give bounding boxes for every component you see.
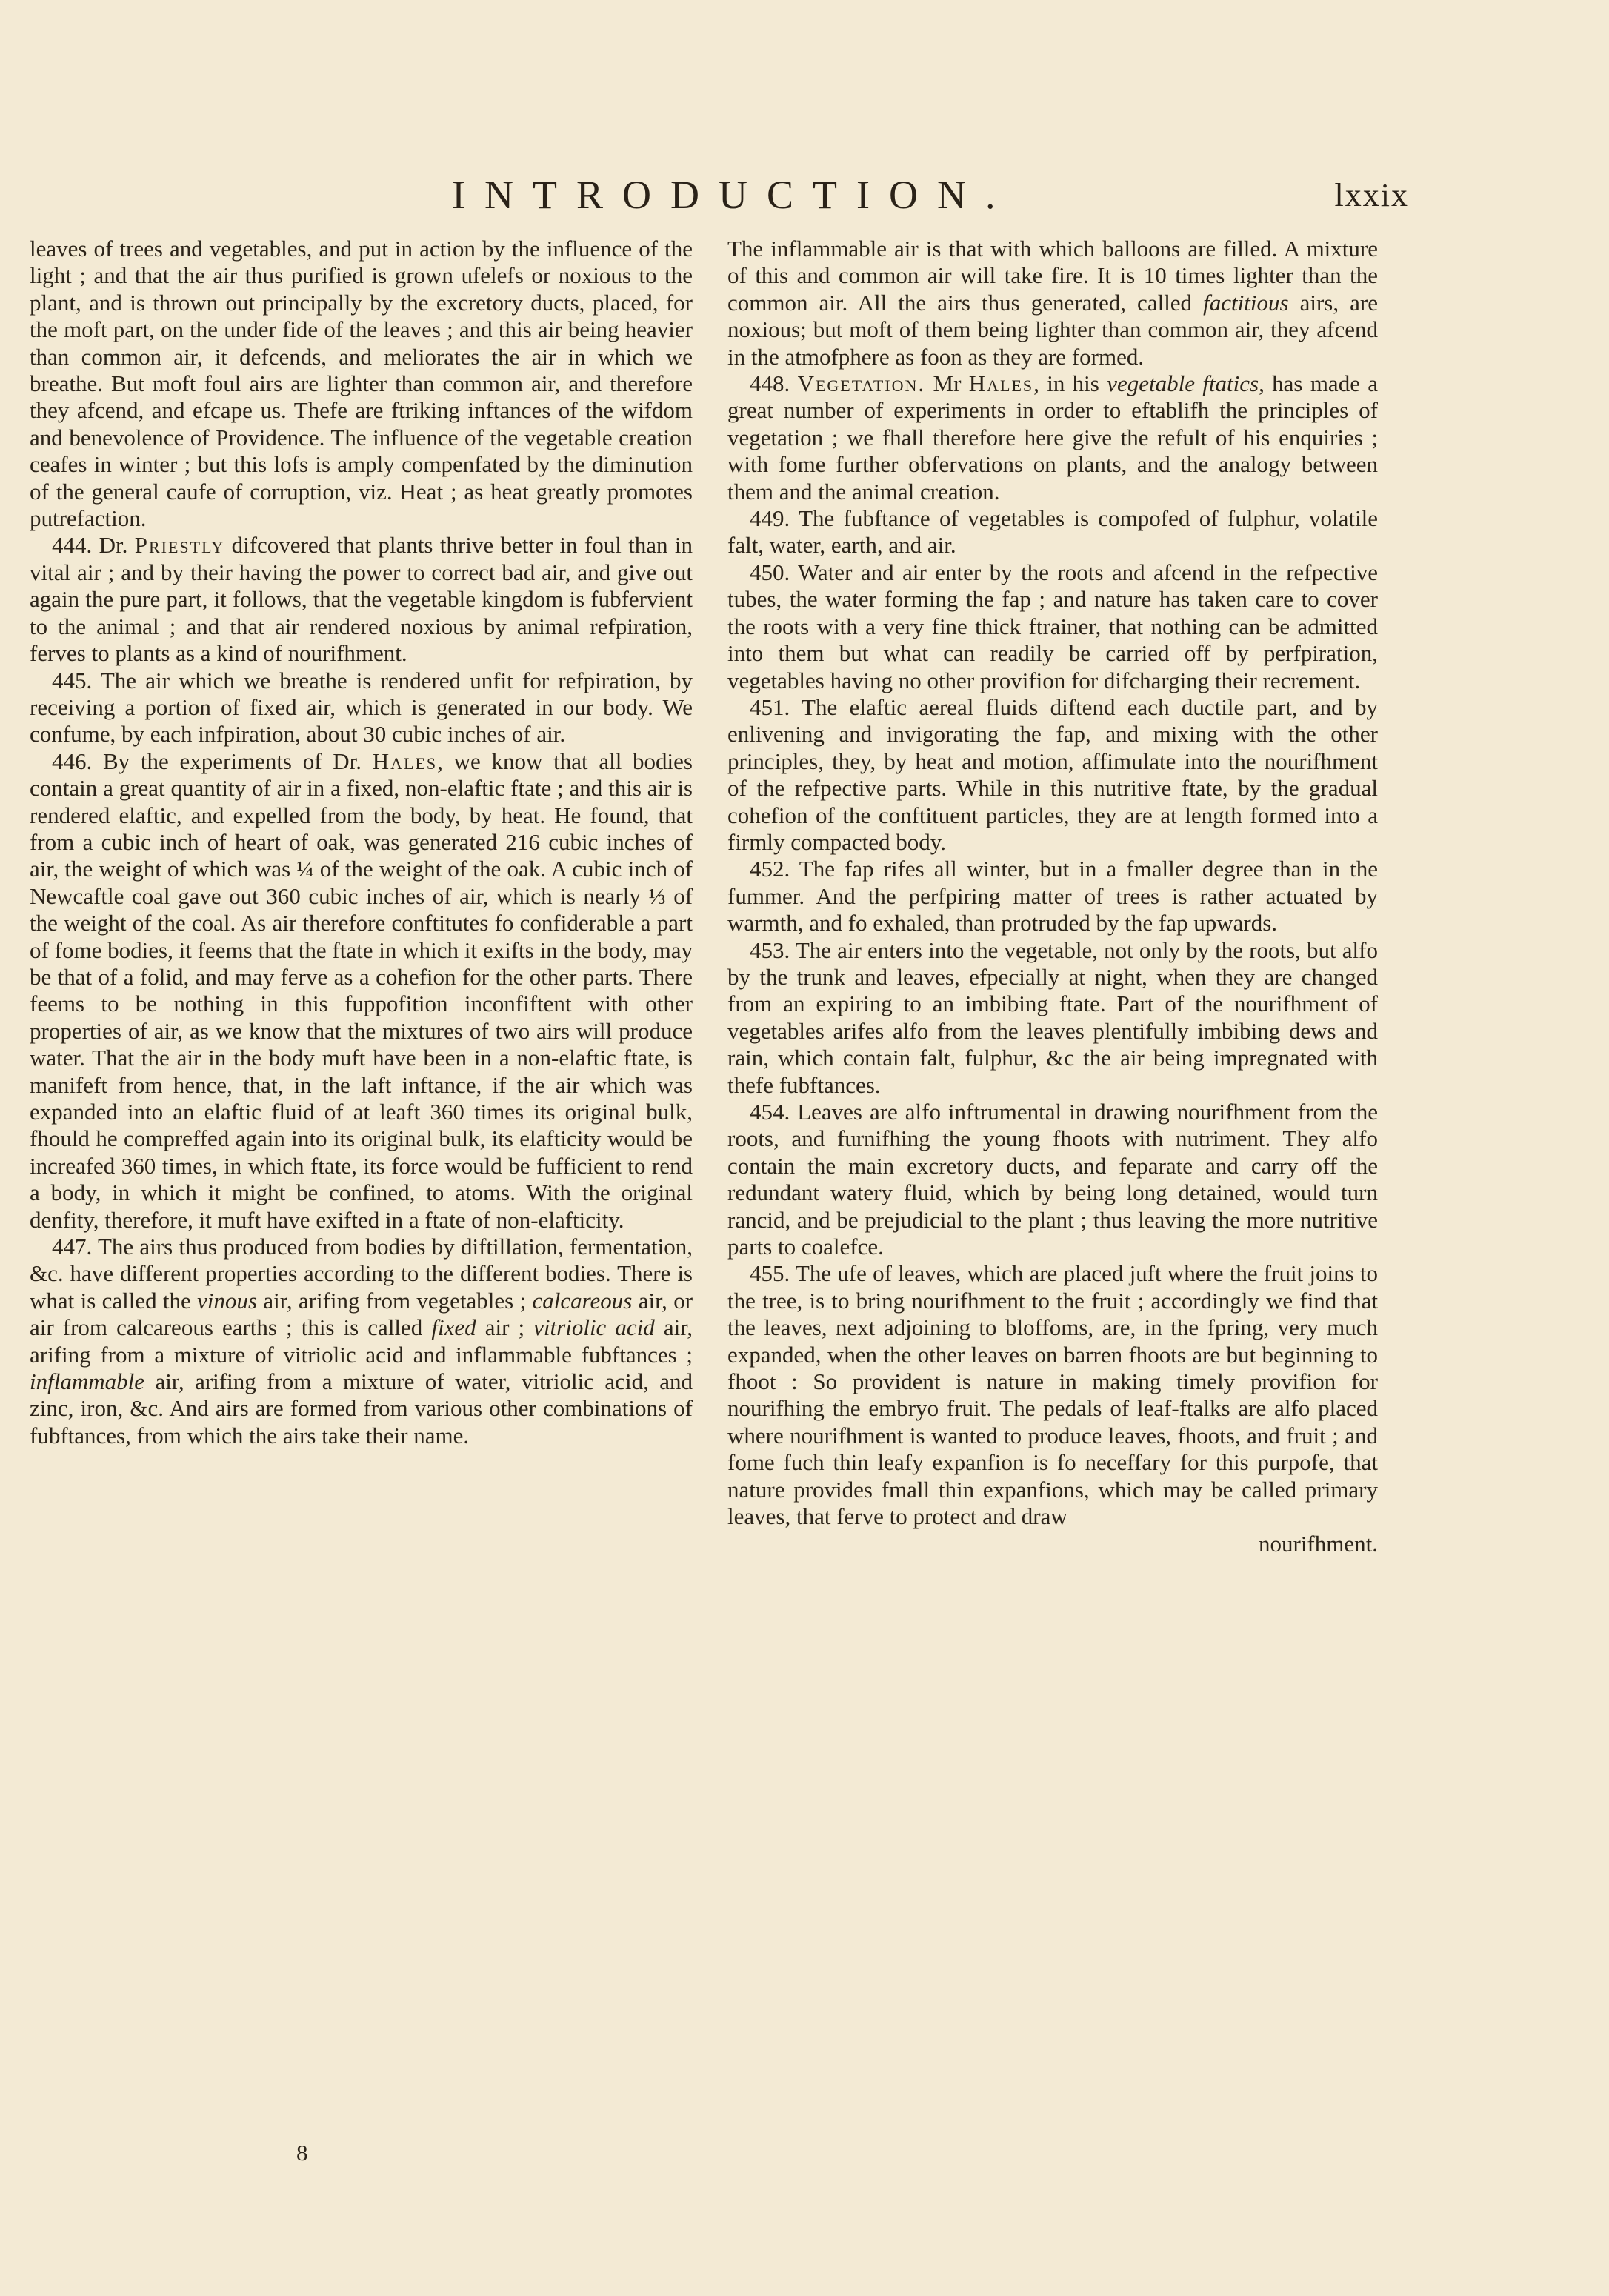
paragraph-444: 444. Dr. Priestly difcovered that plants thrive better in foul than in vital air ; and by their having the power to correct bad air, and give out again the pure part, it follows, that the vegetable kingdom is fubfervient to the animal ; and that air rendered noxious by animal refpiration, ferves to plants as a kind of nourifhment. [30,532,693,667]
paragraph-number: 455. [750,1260,790,1287]
paragraph-448: 448. Vegetation. Mr Hales, in his vegetable ftatics, has made a great number of experiments in order to eftablifh the principles of vegetation ; we fhall therefore here give the refult of his enquiries ; with fome further obfervations on plants, and the analogy between them and the animal creation. [727,370,1379,505]
paragraph-number: 448. [750,370,790,397]
paragraph-445: 445. The air which we breathe is rendered unfit for refpiration, by receiving a portion of fixed air, which is generated in our body. We confume, by each infpiration, about 30 cubic inches of air. [30,667,693,748]
paragraph-number: 445. [52,667,93,693]
paragraph-number: 450. [750,559,790,585]
signature-mark: 8 [296,2140,308,2166]
paragraph-447: 447. The airs thus produced from bodies by diftillation, fermentation, &c. have different properties according to the different bodies. There is what is called the vinous air, arifing from vegetables ; calcareous air, or air from calcareous earths ; this is called fixed air ; vitriolic acid air, arifing from a mixture of vitriolic acid and inflammable fubftances ; inflammable air, arifing from a mixture of water, vitriolic acid, and zinc, iron, &c. And airs are formed from various other combinations of fubftances, from which the airs take their name. [30,1234,693,1448]
catchword: nourifhment. [1259,1530,1378,1557]
paragraph-449: 449. The fubftance of vegetables is compofed of fulphur, volatile falt, water, earth, and air. [727,505,1378,559]
paragraph-number: 453. [750,936,790,963]
fraction: ¼ [296,856,314,882]
paragraph-number: 444. [52,532,93,559]
paragraph-continued: leaves of trees and vegetables, and put in action by the influence of the light ; and that the air thus purified is grown ufelefs or noxious to the plant, and is thrown out principally by the excretory ducts, placed, for the moft part, on the under fide of the leaves ; and this air being heavier than common air, it defcends, and meliorates the air in which we breathe. But moft foul airs are lighter than common air, and therefore they afcend, and efcape us. Thefe are ftriking inftances of the wifdom and benevolence of Providence. The influence of the vegetable creation ceafes in winter ; but this lofs is amply compenfated by the diminution of the general caufe of corruption, viz. Heat ; as heat greatly promotes putrefaction. [30,236,693,532]
paragraph-number: 451. [750,693,790,720]
page-header [0,172,1609,224]
paragraph-446: 446. By the experiments of Dr. Hales, we know that all bodies contain a great quantity of air in a fixed, non-elaftic ftate ; and this air is rendered elaftic, and expelled from the body, by heat. He found, that from a cubic inch of heart of oak, was generated 216 cubic inches of air, the weight of which was ¼ of the weight of the oak. A cubic inch of Newcaftle coal gave out 360 cubic inches of air, which is nearly ⅓ of the weight of the coal. As air therefore conftitutes fo confiderable a part of fome bodies, it feems that the ftate in which it exifts in the body, may be that of a folid, and may ferve as a cohefion for the other parts. There feems to be nothing in this fuppofition inconfiftent with other properties of air, as we know that the mixtures of two airs will produce water. That the air in the body muft have been in a non-elaftic ftate, is manifeft from hence, that, in the laft inftance, if the air which was expanded into an elaftic fluid of at leaft 360 times its original bulk, fhould he compreffed again into its original bulk, its elafticity would be increafed 360 times, in which ftate, its force would be fufficient to rend a body, in which it might be confined, to atoms. With the original denfity, therefore, it muft have exifted in a ftate of non-elafticity. [30,748,693,1233]
proper-name: Hales [372,748,438,774]
paragraph-number: 452. [750,856,790,882]
paragraph-number: 446. [52,748,93,774]
page-number: lxxix [1334,177,1409,213]
paragraph-455: 455. The ufe of leaves, which are placed juft where the fruit joins to the tree, is to bring nourifhment to the fruit ; accordingly we find that the leaves, next adjoining to bloffoms, are, in the fpring, very much expanded, when the other leaves on barren fhoots are but beginning to fhoot : So provident is nature in making timely provifion for nourifhing the embryo fruit. The pedals of leaf-ftalks are alfo placed where nourifhment is wanted to produce leaves, fhoots, and fruit ; and fome fuch thin leafy expanfion is fo neceffary for this purpofe, that nature provides fmall thin expanfions, which may be called primary leaves, that ferve to protect and draw [727,1260,1378,1530]
proper-name: Priestly [134,532,225,559]
paragraph-452: 452. The fap rifes all winter, but in a fmaller degree than in the fummer. And the perfpiring matter of trees is rather actuated by warmth, and fo exhaled, than protruded by the fap upwards. [727,856,1378,936]
left-column [30,236,693,1449]
paragraph-number: 454. [750,1099,790,1125]
paragraph-continued: The inflammable air is that with which balloons are filled. A mixture of this and common air will take fire. It is 10 times lighter than the common air. All the airs thus generated, called factitious airs, are noxious; but moft of them being lighter than common air, they afcend in the atmofphere as foon as they are formed. [727,236,1378,370]
fraction: ⅓ [648,882,666,909]
paragraph-number: 449. [750,505,790,532]
proper-name: Hales [968,370,1034,397]
right-column [727,236,1378,1557]
paragraph-453: 453. The air enters into the vegetable, not only by the roots, but alfo by the trunk and leaves, efpecially at night, when they are changed from an expiring to an imbibing ftate. Part of the nourifhment of vegetables arifes alfo from the leaves plentifully imbibing dews and rain, which contain falt, fulphur, &c the air being impregnated with thefe fubftances. [727,936,1378,1098]
paragraph-454: 454. Leaves are alfo inftrumental in drawing nourifhment from the roots, and furnifhing the young fhoots with nutriment. They alfo contain the main excretory ducts, and feparate and carry off the redundant watery fluid, which by being long detained, would turn rancid, and be prejudicial to the plant ; thus leaving the more nutritive parts to coalefce. [727,1099,1379,1260]
paragraph-451: 451. The elaftic aereal fluids diftend each ductile part, and by enlivening and invigorating the fap, and mixing with the other principles, they, by heat and motion, affimulate into the nourifhment of the refpective parts. While in this nutritive ftate, by the gradual cohefion of the conftituent particles, they are at length formed into a firmly compacted body. [727,693,1378,855]
paragraph-number: 447. [52,1234,93,1260]
running-title: INTRODUCTION. [452,173,1015,217]
section-heading: Vegetation. [797,370,926,397]
paragraph-450: 450. Water and air enter by the roots and afcend in the refpective tubes, the water forming the fap ; and nature has taken care to cover the roots with a very fine thick ftrainer, that nothing can be admitted into them but what can readily be carried off by perfpiration, vegetables having no other provifion for difcharging their recrement. [727,559,1378,693]
